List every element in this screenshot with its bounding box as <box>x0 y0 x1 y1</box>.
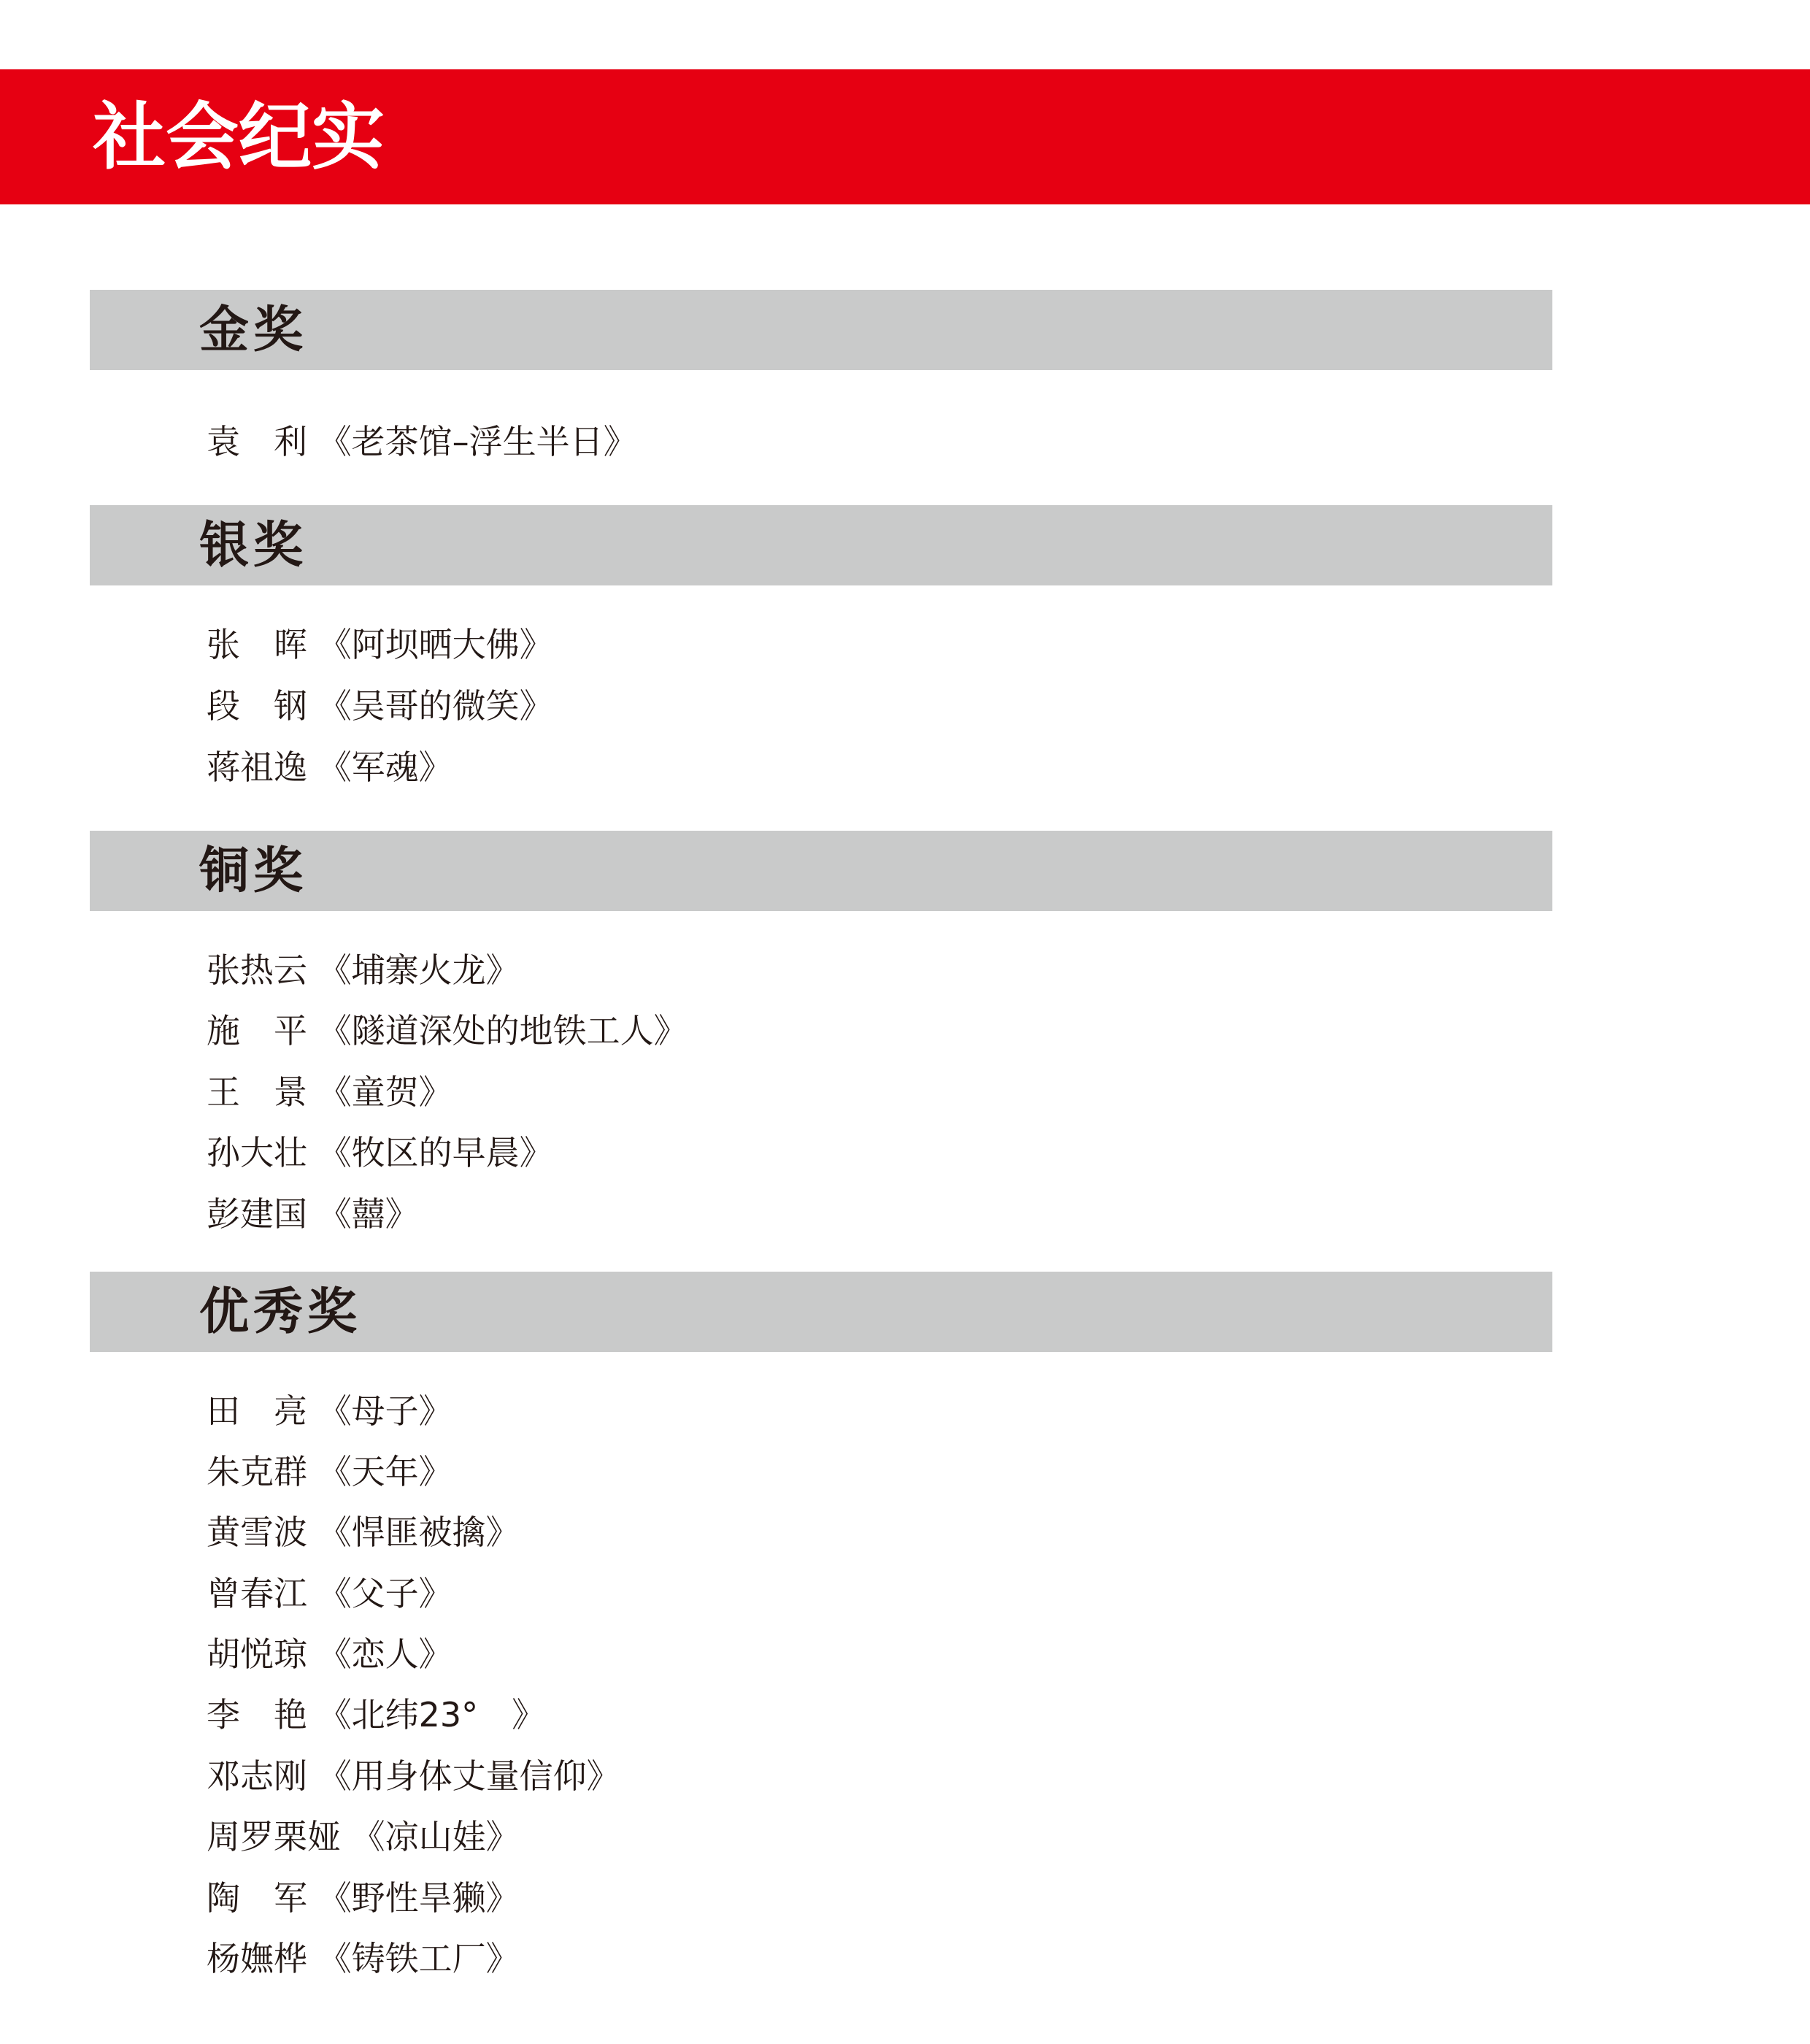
entry-author: 孙大壮 <box>207 1133 307 1172</box>
section-header-silver <box>90 505 1552 585</box>
list-item <box>207 1684 545 1745</box>
section-title: 银奖 <box>199 516 308 575</box>
list-item <box>207 737 452 798</box>
entry-author: 袁 利 <box>207 422 307 461</box>
section-header-bronze <box>90 831 1552 911</box>
list-item <box>207 940 520 1001</box>
entry-work: 《铸铁工厂》 <box>317 1939 520 1978</box>
entry-work: 《天年》 <box>317 1452 452 1491</box>
page-banner <box>0 69 1810 204</box>
list-item <box>207 1624 452 1685</box>
list-item <box>207 1000 688 1061</box>
entry-work: 《凉山娃》 <box>351 1817 520 1856</box>
list-item <box>207 1183 419 1245</box>
entry-work: 《埔寨火龙》 <box>317 950 520 990</box>
entry-work: 《悍匪被擒》 <box>317 1513 520 1552</box>
entry-author: 张热云 <box>207 950 307 990</box>
entry-author: 曾春江 <box>207 1574 307 1613</box>
entry-work: 《老茶馆–浮生半日》 <box>317 422 637 461</box>
entry-author: 邓志刚 <box>207 1756 307 1796</box>
entry-work: 《用身体丈量信仰》 <box>317 1756 620 1796</box>
list-item <box>207 1061 452 1123</box>
entry-author: 田 亮 <box>207 1391 307 1431</box>
entry-author: 蒋祖逸 <box>207 748 307 787</box>
entry-work: 《父子》 <box>317 1574 452 1613</box>
section-title: 优秀奖 <box>199 1283 362 1341</box>
entry-work: 《军魂》 <box>317 748 452 787</box>
entry-work: 《吴哥的微笑》 <box>317 686 553 726</box>
entry-work: 《北纬23° 》 <box>317 1695 546 1734</box>
entry-work: 《童贺》 <box>317 1072 452 1112</box>
list-item <box>207 1502 520 1563</box>
list-item <box>207 614 553 675</box>
list-item <box>207 1745 620 1807</box>
entry-work: 《恋人》 <box>317 1634 452 1674</box>
entry-work: 《母子》 <box>317 1391 452 1431</box>
list-item <box>207 1380 452 1442</box>
list-item <box>207 1122 553 1183</box>
entry-work: 《阿坝晒大佛》 <box>317 625 553 664</box>
entry-work: 《隧道深处的地铁工人》 <box>317 1011 688 1050</box>
entry-work: 《囍》 <box>317 1194 419 1234</box>
section-header-excellence <box>90 1272 1552 1352</box>
section-title: 金奖 <box>199 301 308 359</box>
entry-author: 李 艳 <box>207 1695 307 1734</box>
entry-work: 《野性旱獭》 <box>317 1878 520 1918</box>
entry-author: 彭建国 <box>207 1194 307 1234</box>
list-item <box>207 1867 520 1929</box>
list-item <box>207 1563 452 1624</box>
list-item <box>207 1928 520 1989</box>
entry-author: 陶 军 <box>207 1878 307 1918</box>
list-item <box>207 675 553 737</box>
section-header-gold <box>90 290 1552 370</box>
entry-author: 周罗栗娅 <box>207 1817 341 1856</box>
entry-author: 段 钢 <box>207 686 307 726</box>
entry-work: 《牧区的早晨》 <box>317 1133 553 1172</box>
entry-author: 施 平 <box>207 1011 307 1050</box>
entry-author: 黄雪波 <box>207 1513 307 1552</box>
list-item <box>207 411 637 472</box>
list-item <box>207 1441 452 1502</box>
entry-author: 张 晖 <box>207 625 307 664</box>
entry-author: 胡悦琼 <box>207 1634 307 1674</box>
entry-author: 杨嫵桦 <box>207 1939 307 1978</box>
entry-author: 朱克群 <box>207 1452 307 1491</box>
section-title: 铜奖 <box>199 842 308 900</box>
list-item <box>207 1806 520 1867</box>
page-title: 社会纪实 <box>93 94 385 180</box>
entry-author: 王 景 <box>207 1072 307 1112</box>
